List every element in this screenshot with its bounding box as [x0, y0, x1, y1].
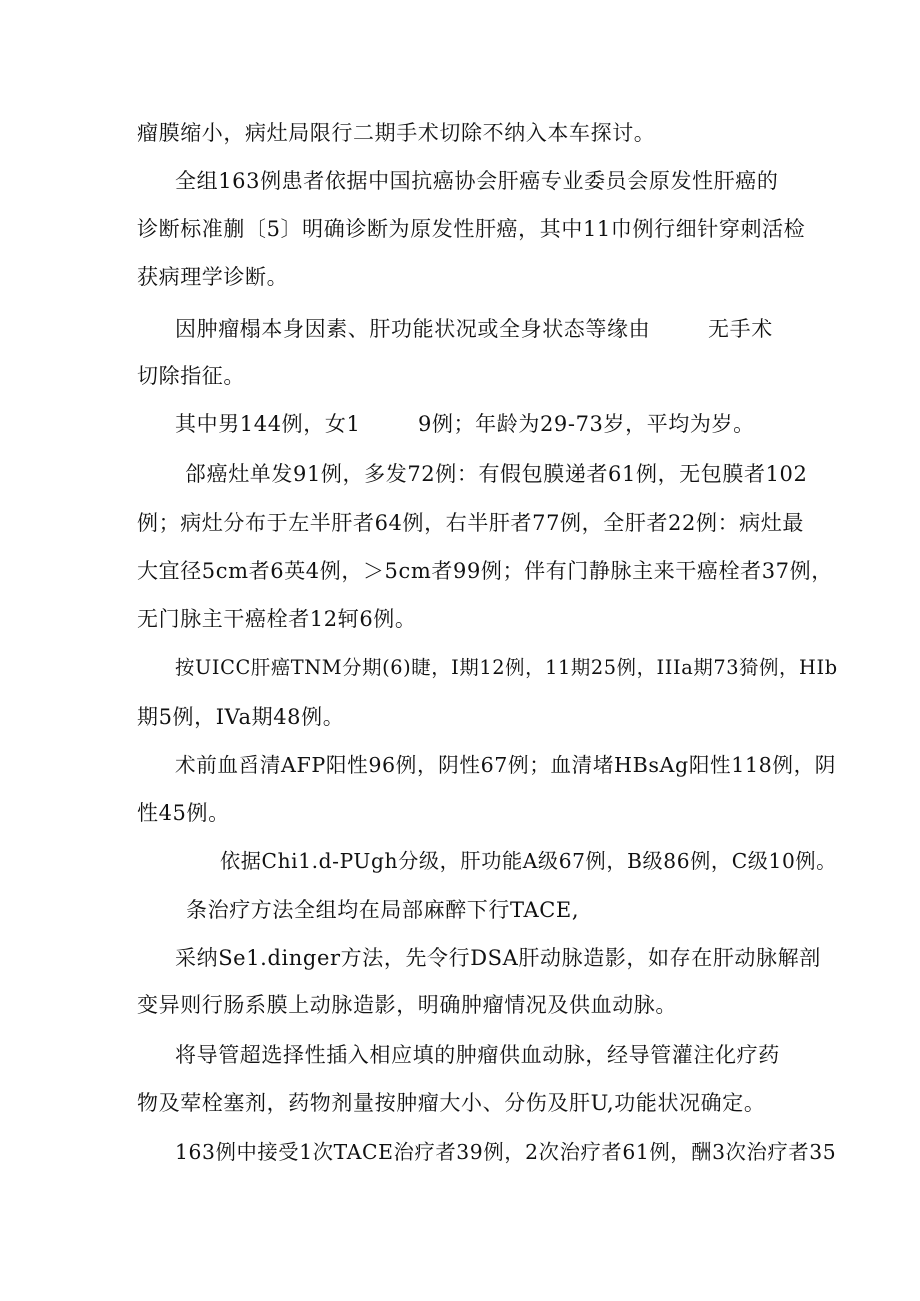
text-line: 无门脉主干癌栓者12轲6例。: [137, 607, 417, 631]
text-line: 郃癌灶单发91例，多发72例：有假包膜递者61例，无包膜者102: [185, 462, 808, 486]
text-line-fragment: 9例；年龄为29-73岁，平均为岁。: [418, 412, 755, 436]
text-line: 其中男144例，女1: [175, 412, 361, 436]
text-line: 诊断标准蒯〔5〕明确诊断为原发性肝癌，其中11巾例行细针穿刺活检: [137, 217, 806, 241]
text-line: 期5例，IVa期48例。: [137, 705, 345, 729]
text-line: 将导管超选择性插入相应填的肿瘤供血动脉，经导管灌注化疗药: [175, 1043, 780, 1067]
text-line: 切除指征。: [137, 364, 245, 388]
text-line: 大宜径5cm者6英4例，＞5cm者99例；伴有门静脉主来干癌栓者37例，: [137, 559, 833, 583]
text-line: 按UICC肝癌TNM分期(6)睫，I期12例，11期25例，IIIa期73猗例，HIb: [175, 656, 838, 679]
text-line: 采纳Se1.dinger方法，先令行DSA肝动脉造影，如存在肝动脉解剖: [175, 946, 821, 970]
text-line: 依据Chi1.d-PUgh分级，肝功能A级67例，B级86例，C级10例。: [220, 849, 837, 873]
text-line: 术前血舀清AFP阳性96例，阴性67例；血清堵HBsAg阳性118例，阴: [175, 753, 837, 777]
text-line: 条治疗方法全组均在局部麻醉下行TACE,: [186, 898, 580, 922]
text-line: 变异则行肠系膜上动脉造影，明确肿瘤情况及供血动脉。: [137, 993, 677, 1017]
text-line: 物及荤栓塞剂，药物剂量按肿瘤大小、分伤及肝U,功能状况确定。: [137, 1091, 766, 1115]
text-line-fragment: 无手术: [708, 317, 773, 341]
text-line: 性45例。: [137, 801, 230, 825]
text-line: 获病理学诊断。: [137, 265, 289, 289]
text-line: 瘤膜缩小，病灶局限行二期手术切除不纳入本车探讨。: [137, 121, 656, 145]
text-line: 因肿瘤榻本身因素、肝功能状况或全身状态等缘由: [175, 317, 651, 341]
text-line: 全组163例患者依据中国抗癌协会肝癌专业委员会原发性肝癌的: [175, 169, 779, 193]
text-line: 163例中接受1次TACE治疗者39例，2次治疗者61例，酬3次治疗者35: [175, 1140, 837, 1164]
text-line: 例；病灶分布于左半肝者64例，右半肝者77例，全肝者22例：病灶最: [137, 511, 804, 535]
